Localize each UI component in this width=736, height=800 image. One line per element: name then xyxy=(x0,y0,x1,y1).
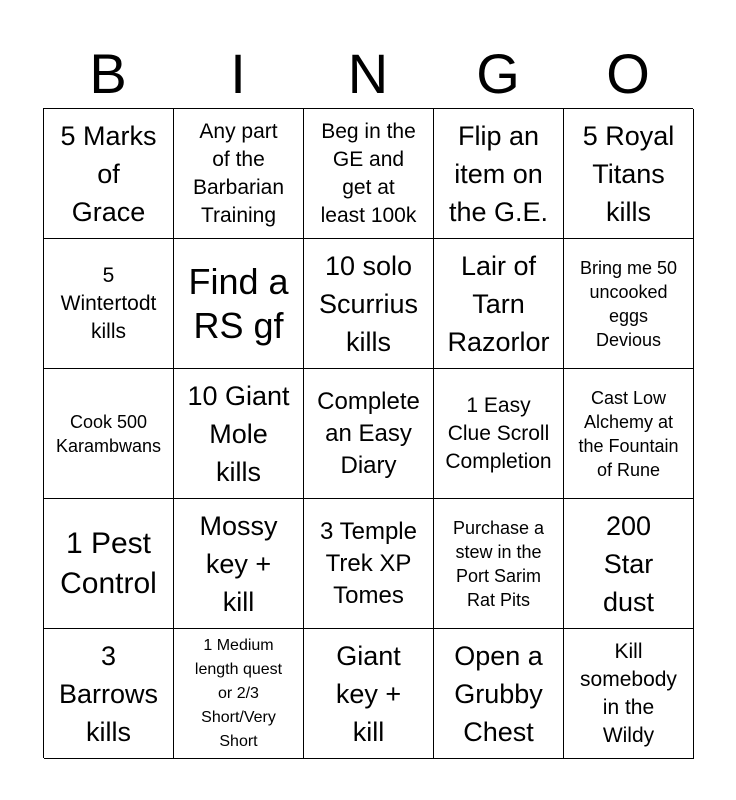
cell-text: Lair of Tarn Razorlor xyxy=(447,250,550,357)
bingo-cell[interactable] xyxy=(44,109,174,239)
bingo-cell[interactable] xyxy=(434,629,564,759)
header-letter-n: N xyxy=(347,42,389,105)
cell-text: Mossy key + kill xyxy=(199,510,278,617)
cell-text: Kill somebody in the Wildy xyxy=(580,639,677,747)
cell-text: 1 Medium length quest or 2/3 Short/Very Short xyxy=(194,636,283,750)
cell-text: Purchase a stew in the Port Sarim Rat Pits xyxy=(452,517,545,610)
bingo-cell[interactable] xyxy=(44,629,174,759)
bingo-cell[interactable] xyxy=(434,369,564,499)
bingo-cell[interactable] xyxy=(174,629,304,759)
bingo-cell[interactable] xyxy=(564,369,694,499)
bingo-cell[interactable] xyxy=(434,109,564,239)
cell-text: Open a Grubby Chest xyxy=(454,640,543,747)
cell-text: 1 Pest Control xyxy=(60,526,157,600)
cell-text: Bring me 50 uncooked eggs Devious xyxy=(579,257,678,350)
bingo-grid xyxy=(43,108,693,758)
cell-text: 5 Wintertodt kills xyxy=(60,263,157,343)
cell-text: Beg in the GE and get at least 100k xyxy=(320,119,417,227)
cell-text: Find a RS gf xyxy=(188,260,289,346)
cell-text: Cook 500 Karambwans xyxy=(55,411,162,456)
cell-text: Complete an Easy Diary xyxy=(317,387,420,479)
bingo-cell[interactable] xyxy=(304,499,434,629)
bingo-cell[interactable] xyxy=(564,499,694,629)
cell-text: Cast Low Alchemy at the Fountain of Rune xyxy=(578,387,679,480)
bingo-cell[interactable] xyxy=(44,239,174,369)
bingo-cell[interactable] xyxy=(174,369,304,499)
bingo-cell[interactable] xyxy=(434,239,564,369)
cell-text: Flip an item on the G.E. xyxy=(448,120,549,227)
bingo-cell[interactable] xyxy=(44,369,174,499)
cell-text: Giant key + kill xyxy=(335,640,402,747)
cell-text: 3 Temple Trek XP Tomes xyxy=(320,517,417,609)
cell-text: Any part of the Barbarian Training xyxy=(192,119,285,227)
cell-text: 5 Marks of Grace xyxy=(60,120,157,227)
cell-text: 200 Star dust xyxy=(602,510,655,617)
bingo-cell[interactable] xyxy=(44,499,174,629)
header-letter-o: O xyxy=(606,42,650,105)
bingo-header xyxy=(43,40,693,108)
bingo-cell[interactable] xyxy=(304,109,434,239)
cell-text: 10 solo Scurrius kills xyxy=(318,250,419,357)
bingo-cell[interactable] xyxy=(564,239,694,369)
cell-text: 5 Royal Titans kills xyxy=(582,120,675,227)
bingo-cell[interactable] xyxy=(174,499,304,629)
bingo-cell[interactable] xyxy=(564,109,694,239)
bingo-cell[interactable] xyxy=(174,239,304,369)
bingo-cell[interactable] xyxy=(304,369,434,499)
bingo-cell[interactable] xyxy=(304,239,434,369)
cell-text: 1 Easy Clue Scroll Completion xyxy=(445,393,552,473)
header-letter-b: B xyxy=(89,42,127,105)
header-letter-g: G xyxy=(476,42,520,105)
bingo-cell[interactable] xyxy=(434,499,564,629)
header-letter-i: I xyxy=(230,42,246,105)
bingo-cell[interactable] xyxy=(304,629,434,759)
cell-text: 10 Giant Mole kills xyxy=(187,380,290,487)
bingo-cell[interactable] xyxy=(174,109,304,239)
bingo-cell[interactable] xyxy=(564,629,694,759)
cell-text: 3 Barrows kills xyxy=(58,640,159,747)
